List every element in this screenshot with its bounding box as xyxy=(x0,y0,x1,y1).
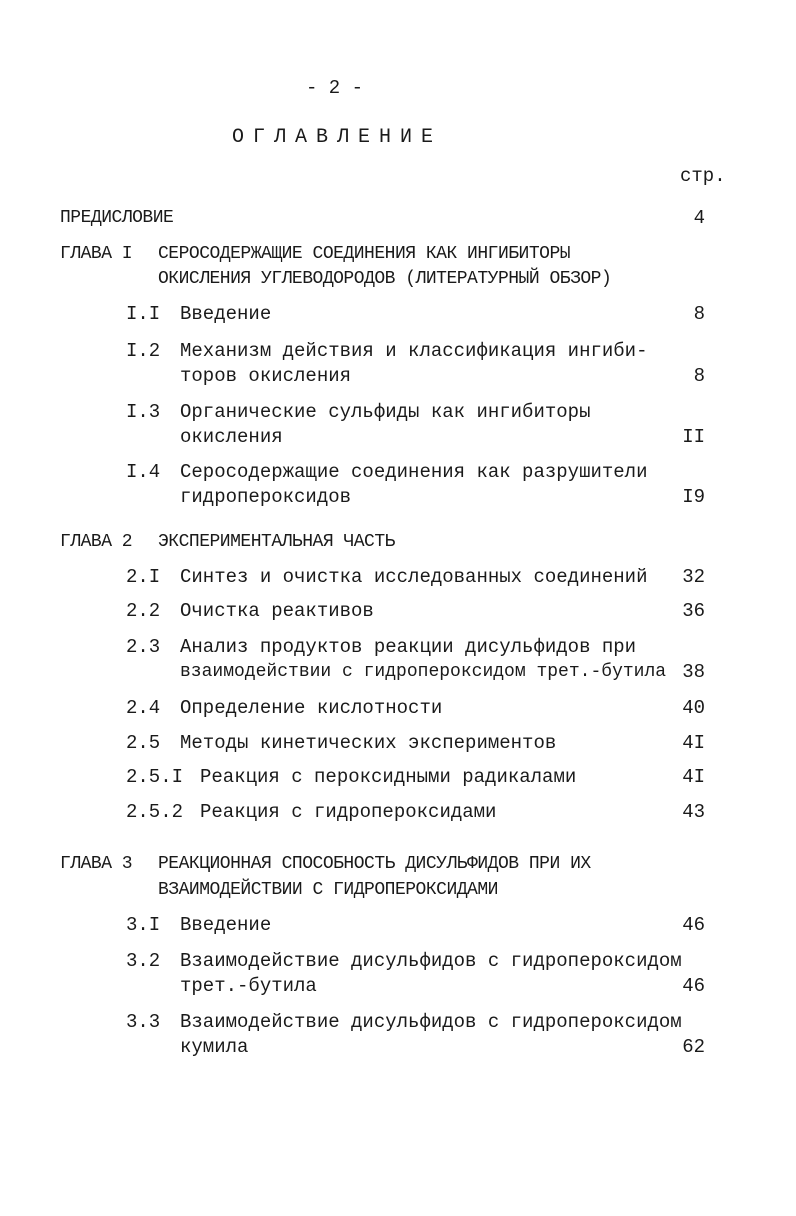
toc-section-title: Анализ продуктов реакции дисульфидов при xyxy=(180,636,637,658)
toc-page-number: 40 xyxy=(682,697,705,719)
toc-chapter-title: ОКИСЛЕНИЯ УГЛЕВОДОРОДОВ (ЛИТЕРАТУРНЫЙ ОБЗОР) xyxy=(158,269,612,289)
toc-section-title: окисления xyxy=(180,426,283,448)
toc-chapter-title: ВЗАИМОДЕЙСТВИИ С ГИДРОПЕРОКСИДАМИ xyxy=(158,880,498,900)
toc-section-title: Взаимодействие дисульфидов с гидропероксидом xyxy=(180,1011,682,1033)
toc-section-title: Очистка реактивов xyxy=(180,600,374,622)
toc-section-title: взаимодействии с гидропероксидом трет.-бутила xyxy=(180,662,667,682)
page-column-label: стр. xyxy=(680,165,726,187)
toc-section-number: 3.I xyxy=(126,914,161,936)
toc-subsection-number: 2.5.2 xyxy=(126,801,184,823)
toc-section-title: трет.-бутила xyxy=(180,975,317,997)
toc-section-number: 2.I xyxy=(126,566,161,588)
toc-subsection-title: Реакция с гидропероксидами xyxy=(200,801,497,823)
toc-page-number: I9 xyxy=(682,486,705,508)
toc-page-number: 62 xyxy=(682,1036,705,1058)
toc-section-number: 3.3 xyxy=(126,1011,161,1033)
toc-section-title: Введение xyxy=(180,914,272,936)
toc-section-title: Определение кислотности xyxy=(180,697,443,719)
toc-section-title: гидропероксидов xyxy=(180,486,352,508)
toc-page-number: 8 xyxy=(693,303,705,325)
toc-page-number: 4I xyxy=(682,766,705,788)
toc-page-number: 4 xyxy=(693,207,705,229)
toc-subsection-number: 2.5.I xyxy=(126,766,184,788)
toc-chapter-label: ГЛАВА 3 xyxy=(60,854,133,874)
toc-page-number: 46 xyxy=(682,975,705,997)
toc-chapter-title: ЭКСПЕРИМЕНТАЛЬНАЯ ЧАСТЬ xyxy=(158,532,395,552)
toc-page-number: 38 xyxy=(682,661,705,683)
toc-section-number: I.3 xyxy=(126,401,161,423)
toc-page-number: 4I xyxy=(682,732,705,754)
toc-section-title: Синтез и очистка исследованных соединений xyxy=(180,566,648,588)
toc-section-number: 2.2 xyxy=(126,600,161,622)
toc-subsection-title: Реакция с пероксидными радикалами xyxy=(200,766,577,788)
toc-page-number: 32 xyxy=(682,566,705,588)
toc-section-number: 2.3 xyxy=(126,636,161,658)
page-number: - 2 - xyxy=(306,77,364,99)
toc-section-title: Органические сульфиды как ингибиторы xyxy=(180,401,591,423)
toc-chapter-label: ГЛАВА 2 xyxy=(60,532,133,552)
toc-section-number: 2.5 xyxy=(126,732,161,754)
toc-section-title: Механизм действия и классификация ингиби- xyxy=(180,340,648,362)
toc-section-title: Методы кинетических экспериментов xyxy=(180,732,557,754)
toc-chapter-label: ГЛАВА I xyxy=(60,244,133,264)
toc-preface: ПРЕДИСЛОВИЕ xyxy=(60,208,174,228)
toc-section-number: I.4 xyxy=(126,461,161,483)
toc-page-number: II xyxy=(682,426,705,448)
toc-section-title: Введение xyxy=(180,303,272,325)
toc-page-number: 46 xyxy=(682,914,705,936)
toc-section-title: кумила xyxy=(180,1036,249,1058)
toc-section-title: торов окисления xyxy=(180,365,352,387)
toc-page-number: 8 xyxy=(693,365,705,387)
toc-chapter-title: СЕРОСОДЕРЖАЩИЕ СОЕДИНЕНИЯ КАК ИНГИБИТОРЫ xyxy=(158,244,571,264)
toc-section-title: Серосодержащие соединения как разрушители xyxy=(180,461,648,483)
toc-section-number: I.2 xyxy=(126,340,161,362)
page-title: ОГЛАВЛЕНИЕ xyxy=(232,126,443,149)
toc-section-number: 2.4 xyxy=(126,697,161,719)
toc-section-number: I.I xyxy=(126,303,161,325)
toc-page-number: 43 xyxy=(682,801,705,823)
toc-section-title: Взаимодействие дисульфидов с гидропероксидом xyxy=(180,950,682,972)
toc-page-number: 36 xyxy=(682,600,705,622)
toc-section-number: 3.2 xyxy=(126,950,161,972)
toc-chapter-title: РЕАКЦИОННАЯ СПОСОБНОСТЬ ДИСУЛЬФИДОВ ПРИ ИХ xyxy=(158,854,591,874)
